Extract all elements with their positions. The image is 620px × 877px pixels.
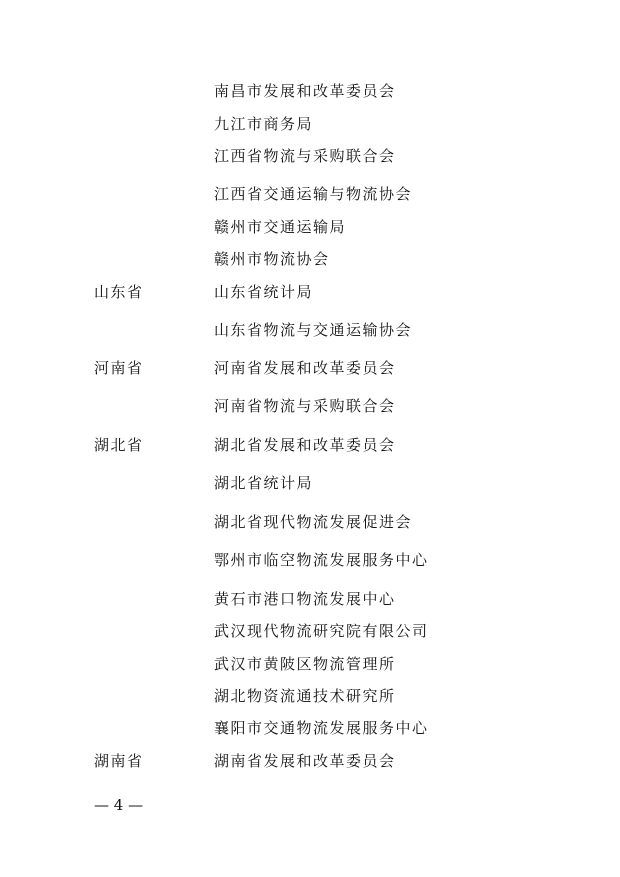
list-item [0, 318, 620, 342]
list-item [0, 652, 620, 676]
organization-name: 湖南省发展和改革委员会 [214, 752, 396, 770]
organization-name: 湖北省现代物流发展促进会 [214, 513, 413, 531]
list-item [0, 280, 620, 304]
organization-name: 山东省统计局 [214, 283, 314, 301]
organization-name: 鄂州市临空物流发展服务中心 [214, 551, 429, 569]
organization-name: 江西省交通运输与物流协会 [214, 185, 413, 203]
organization-name: 九江市商务局 [214, 115, 314, 133]
list-item [0, 510, 620, 534]
list-item [0, 749, 620, 773]
organization-name: 襄阳市交通物流发展服务中心 [214, 719, 429, 737]
list-item [0, 356, 620, 380]
list-item [0, 684, 620, 708]
province-label: 湖北省 [94, 436, 144, 454]
organization-name: 湖北物资流通技术研究所 [214, 687, 396, 705]
organization-name: 赣州市交通运输局 [214, 218, 347, 236]
list-item [0, 433, 620, 457]
list-item [0, 587, 620, 611]
list-item [0, 182, 620, 206]
page-number: — 4 — [94, 796, 144, 814]
organization-name: 江西省物流与采购联合会 [214, 147, 396, 165]
organization-name: 山东省物流与交通运输协会 [214, 321, 413, 339]
organization-name: 赣州市物流协会 [214, 250, 330, 268]
list-item [0, 215, 620, 239]
province-label: 山东省 [94, 283, 144, 301]
organization-name: 黄石市港口物流发展中心 [214, 590, 396, 608]
list-item [0, 471, 620, 495]
organization-name: 河南省发展和改革委员会 [214, 359, 396, 377]
organization-name: 武汉市黄陂区物流管理所 [214, 655, 396, 673]
list-item [0, 112, 620, 136]
organization-name: 湖北省统计局 [214, 474, 314, 492]
organization-name: 南昌市发展和改革委员会 [214, 82, 396, 100]
list-item [0, 144, 620, 168]
list-item [0, 79, 620, 103]
list-item [0, 394, 620, 418]
list-item [0, 548, 620, 572]
list-item [0, 247, 620, 271]
organization-name: 河南省物流与采购联合会 [214, 397, 396, 415]
province-label: 河南省 [94, 359, 144, 377]
province-label: 湖南省 [94, 752, 144, 770]
organization-name: 湖北省发展和改革委员会 [214, 436, 396, 454]
organization-name: 武汉现代物流研究院有限公司 [214, 622, 429, 640]
list-item [0, 716, 620, 740]
list-item [0, 619, 620, 643]
